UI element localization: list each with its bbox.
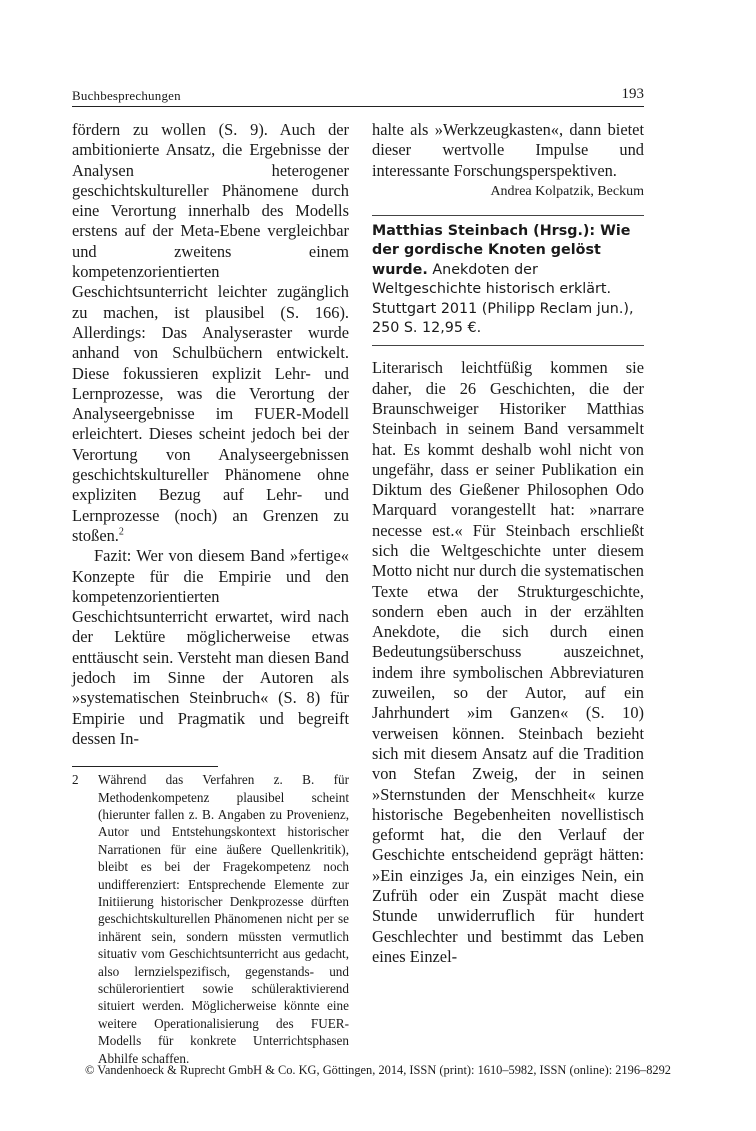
copyright-footer: © Vandenhoeck & Ruprecht GmbH & Co. KG, Göttingen, 2014, ISSN (print): 1610–5982, ISSN (online): 2196–8292: [85, 1063, 671, 1077]
reviewer-signature: Andrea Kolpatzik, Beckum: [490, 183, 644, 199]
footnote-divider: [72, 766, 218, 767]
left-paragraph-1: [72, 120, 349, 546]
page-number: 193: [621, 86, 644, 102]
right-column: [372, 120, 644, 967]
left-column: [72, 120, 349, 1067]
left-paragraph-2: Fazit: Wer von diesem Band »fertige« Konzepte für die Empirie und den kompetenzorientierten Geschichtsunterricht erwartet, wird nach der Lektüre möglicherweise etwas enttäuscht sein. Versteht man diesen Band jedoch im Sinne der Autoren als »systematischen Steinbruch« (S. 8) für Empirie und Pragmatik und begreift dessen In-: [72, 546, 349, 748]
footnote: [72, 771, 349, 1067]
running-header: [72, 86, 644, 107]
book-title: Matthias Steinbach (Hrsg.): Wie der gordische Knoten gelöst wurde.: [372, 222, 631, 278]
book-details: Anekdoten der Weltgeschichte historisch erklärt. Stuttgart 2011 (Philipp Reclam jun.), 250 S. 12,95 €.: [372, 261, 634, 336]
footnote-text: Während das Verfahren z. B. für Methodenkompetenz plausibel scheint (hierunter fallen z. B. Angaben zu Provenienz, Autor und Entstehungskontext historischer Narrationen für eine äußere Quellenkritik), bleibt es bei der Fragekompetenz noch undifferenziert: Entsprechende Elemente zur Initiierung historischer Denkprozesse dürften geschichtskulturellen Phänomenen nicht per se inhärent sein, sondern müssten vermutlich situativ vom Geschichtsunterricht aus gedacht, also lernzielspezifisch, gegenstands- und schülerorientiert sowie schüleraktivierend situiert werden. Möglicherweise könnte eine weitere Operationalisierung des FUER-Modells für konkrete Unterrichtsphasen Abhilfe schaffen.: [98, 772, 349, 1066]
review-text: Literarisch leichtfüßig kommen sie daher, die 26 Geschichten, die der Braunschweiger Historiker Matthias Steinbach in seinem Band versammelt hat. Es kommt deshalb wohl nicht von ungefähr, dass er seiner Publikation ein Diktum des Gießener Philosophen Odo Marquard vorangestellt hat: »narrare necesse est.« Für Steinbach erschließt sich die Weltgeschichte unter diesem Motto nicht nur durch die systematischen Texte etwa der Strukturgeschichte, sondern eben auch in der erzählten Anekdote, die sich durch einen Bedeutungsüberschuss auszeichnet, indem ihre symbolischen Abbreviaturen zuweilen, so der Autor, auf ein Jahrhundert »im Ganzen« (S. 10) verweisen können. Steinbach bezieht sich mit diesem Ansatz auf die Tradition von Stefan Zweig, der in seinen »Sternstunden der Menschheit« kurze historische Begebenheiten novellistisch geformt hat, die den Verlauf der Geschichte entscheidend geprägt hätten: »Ein einziges Ja, ein einziges Nein, ein Zufrüh oder ein Zuspät macht diese Stunde unwiderruflich für hundert Geschlechter und bestimmt das Leben eines Einzel-: [372, 358, 644, 966]
footnote-number: 2: [72, 772, 79, 788]
previous-review-ending: halte als »Werkzeugkasten«, dann bietet dieser wertvolle Impulse und interessante Forschungsperspektiven.: [372, 120, 644, 180]
section-title: Buchbesprechungen: [72, 88, 181, 103]
left-paragraph-1-text: fördern zu wollen (S. 9). Auch der ambitionierte Ansatz, die Ergebnisse der Analysen heterogener geschichtskultureller Phänomene durch eine Verortung innerhalb des Modells erstens auf der Meta-Ebene vergleichbar und zweitens einem kompetenzorientierten Geschichtsunterricht leichter zugänglich zu machen, ist plausibel (S. 166). Allerdings: Das Analyseraster wurde anhand von Schulbüchern entwickelt. Diese fokussieren explizit Lehr- und Lernprozesse, was die Verortung der Analyseergebnisse im FUER-Modell erleichtert. Dieses scheint jedoch bei der Verortung von Analyseergebnissen geschichtskultureller Phänomene ohne expliziten Bezug auf Lehr- und Lernprozesse (noch) an Grenzen zu stoßen.: [72, 120, 349, 545]
book-citation: [372, 215, 644, 346]
footnote-reference: 2: [118, 526, 124, 538]
